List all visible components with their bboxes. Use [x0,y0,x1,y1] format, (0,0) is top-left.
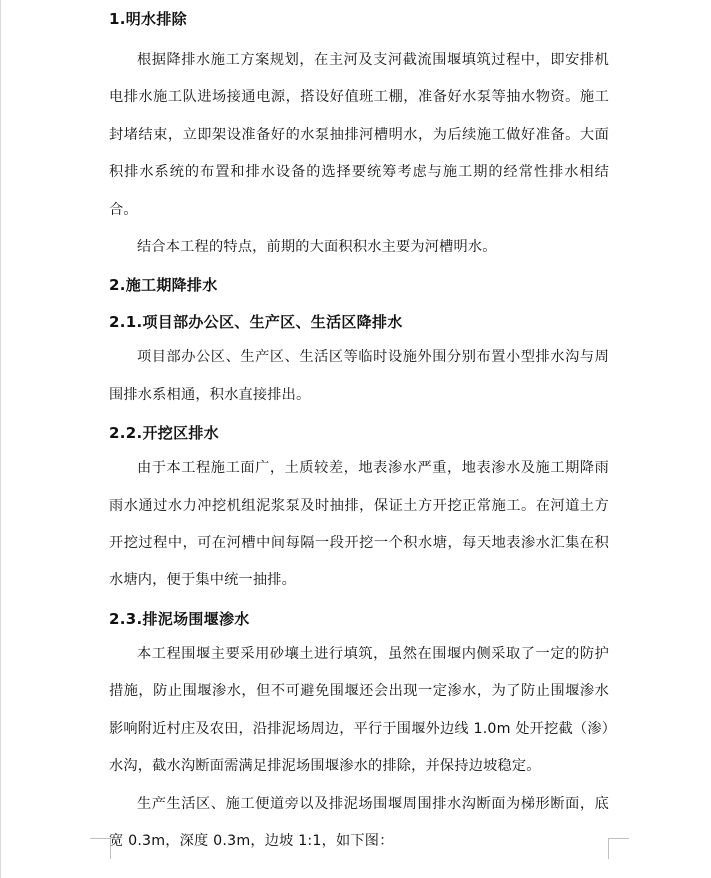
paragraph-2-2: 由于本工程施工面广，土质较差，地表渗水严重，地表渗水及施工期降雨雨水通过水力冲挖机组泥浆泵及时抽排，保证土方开挖正常施工。在河道土方开挖过程中，可在河槽中间每隔一段开挖一个积水塘，每天地表渗水汇集在积水塘内，便于集中统一抽排。 [109,460,609,589]
heading-2-2: 2.2.开挖区排水 [109,424,219,443]
paragraph-2-3-1: 本工程围堰主要采用砂壤土进行填筑，虽然在围堰内侧采取了一定的防护措施，防止围堰渗水，但不可避免围堰还会出现一定渗水，为了防止围堰渗水影响附近村庄及农田，沿排泥场周边，平行于围堰外边线 1.0m 处开挖截（渗）水沟，截水沟断面需满足排泥场围堰渗水的排除，并保持边坡稳定。 [109,645,609,775]
paragraph-2-3-2: 生产生活区、施工便道旁以及排泥场围堰周围排水沟断面为梯形断面，底宽 0.3m，深度 0.3m，边坡 1:1，如下图： [109,795,609,849]
heading-1: 1.明水排除 [109,10,187,28]
paragraph-1-1: 根据降排水施工方案规划，在主河及支河截流围堰填筑过程中，即安排机电排水施工队进场接通电源，搭设好值班工棚，准备好水泵等抽水物资。施工封堵结束，立即架设准备好的水泵抽排河槽明水，为后续施工做好准备。大面积排水系统的布置和排水设备的选择要统筹考虑与施工期的经常性排水相结合。 [109,52,609,218]
paragraph-2-1: 项目部办公区、生产区、生活区等临时设施外围分别布置小型排水沟与周围排水系相通，积水直接排出。 [109,349,609,403]
page-corner-mark-right [608,838,629,859]
paragraph-1-2: 结合本工程的特点，前期的大面积积水主要为河槽明水。 [137,239,497,256]
page-corner-mark-left [90,838,111,859]
heading-2-1: 2.1.项目部办公区、生产区、生活区降排水 [109,313,403,332]
heading-2-3: 2.3.排泥场围堰渗水 [109,609,250,628]
document-body [109,8,609,860]
heading-2: 2.施工期降排水 [109,276,218,295]
